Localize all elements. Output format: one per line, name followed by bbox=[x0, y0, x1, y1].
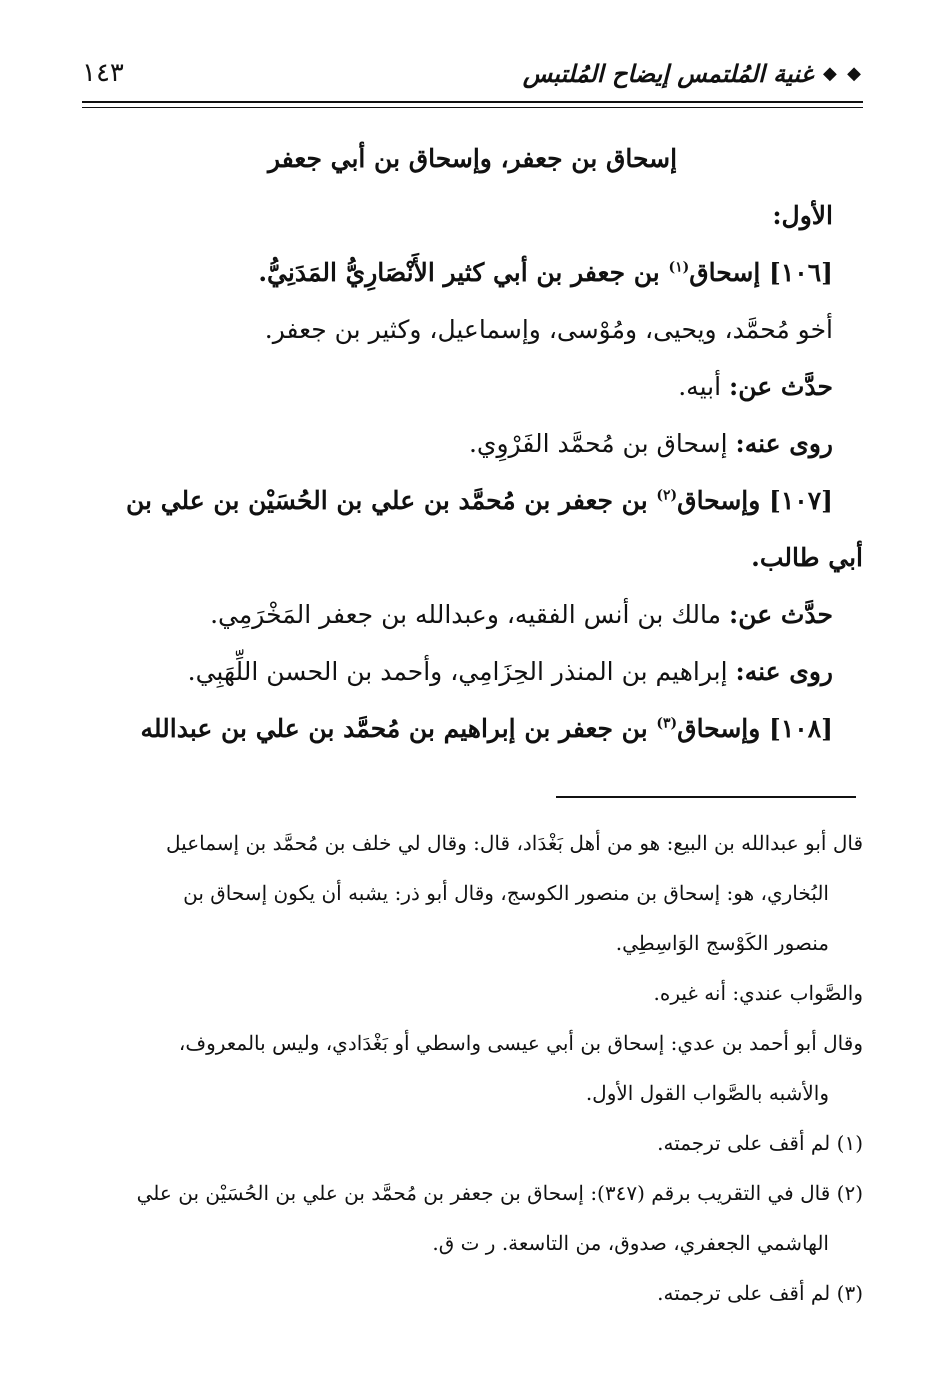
page-number: ١٤٣ bbox=[82, 58, 124, 88]
narrated-by-text: إسحاق بن مُحمَّد الفَرْوِي. bbox=[468, 429, 728, 458]
entry-number: [١٠٨] bbox=[769, 714, 833, 743]
entry-number: [١٠٧] bbox=[769, 486, 833, 515]
footnote-3: (٣) لم أقف على ترجمته. bbox=[657, 1281, 863, 1305]
footnotes bbox=[82, 818, 863, 1318]
narrated-from-label: حدَّث عن: bbox=[729, 600, 833, 629]
footnote-carryover-line: منصور الكَوْسج الوَاسِطِي. bbox=[615, 931, 829, 955]
entry-lineage: بن جعفر بن إبراهيم بن مُحمَّد بن علي بن عبدالله bbox=[140, 714, 648, 743]
first-label: الأول: bbox=[772, 201, 833, 230]
footnote-carryover-line: والأشبه بالصَّواب القول الأول. bbox=[585, 1081, 829, 1105]
narrated-by-label: روى عنه: bbox=[735, 429, 833, 458]
footnote-mark: (٣) bbox=[656, 715, 678, 732]
entry-lineage: بن جعفر بن مُحمَّد بن علي بن الحُسَيْن بن علي بن bbox=[126, 486, 648, 515]
entry-108 bbox=[82, 700, 863, 757]
footnote-carryover-line: والصَّواب عندي: أنه غيره. bbox=[653, 981, 863, 1005]
header-rule-thick bbox=[82, 101, 863, 103]
header-rule-thin bbox=[82, 107, 863, 108]
footnote-mark: (١) bbox=[668, 259, 690, 276]
entry-107-narrated-by bbox=[82, 643, 863, 700]
entry-106-brothers: أخو مُحمَّد، ويحيى، ومُوْسى، وإسماعيل، وكثير بن جعفر. bbox=[264, 315, 833, 344]
footnote-1: (١) لم أقف على ترجمته. bbox=[657, 1131, 863, 1155]
section-heading: إسحاق بن جعفر، وإسحاق بن أبي جعفر bbox=[267, 144, 678, 173]
footnote-2: (٢) قال في التقريب برقم (٣٤٧): إسحاق بن جعفر بن مُحمَّد بن علي بن الحُسَيْن بن علي bbox=[136, 1181, 863, 1205]
narrated-from-label: حدَّث عن: bbox=[729, 372, 833, 401]
entry-name: وإسحاق bbox=[677, 486, 761, 515]
entry-107-narrated-from bbox=[82, 586, 863, 643]
main-text bbox=[82, 130, 863, 757]
footnote-separator bbox=[556, 796, 856, 798]
entry-106-narrated-from bbox=[82, 358, 863, 415]
narrated-from-text: مالك بن أنس الفقيه، وعبدالله بن جعفر المَخْرَمِي. bbox=[210, 600, 722, 629]
page-header bbox=[82, 50, 863, 96]
narrated-by-text: إبراهيم بن المنذر الحِزَامِي، وأحمد بن الحسن اللِّهَبِي. bbox=[187, 657, 728, 686]
book-title: غنية المُلتمس إيضاح المُلتبس bbox=[522, 58, 814, 88]
entry-name: وإسحاق bbox=[677, 714, 761, 743]
footnote-carryover-line: قال أبو عبدالله بن البيع: هو من أهل بَغْدَاد، قال: وقال لي خلف بن مُحمَّد بن إسماعيل bbox=[166, 831, 863, 855]
entry-107-continuation: أبي طالب. bbox=[751, 543, 863, 572]
entry-lineage: بن جعفر بن أبي كثير الأَنْصَارِيُّ المَدَنِيُّ. bbox=[258, 258, 660, 287]
entry-name: إسحاق bbox=[689, 258, 761, 287]
narrated-from-text: أبيه. bbox=[678, 372, 722, 401]
footnote-carryover-line: البُخاري، هو: إسحاق بن منصور الكوسج، وقال أبو ذر: يشبه أن يكون إسحاق بن bbox=[183, 881, 829, 905]
entry-106 bbox=[82, 244, 863, 301]
entry-number: [١٠٦] bbox=[769, 258, 833, 287]
footnote-carryover-line: وقال أبو أحمد بن عدي: إسحاق بن أبي عيسى واسطي أو بَغْدَادي، وليس بالمعروف، bbox=[178, 1031, 863, 1055]
running-title bbox=[523, 59, 863, 88]
diamond-ornament-icon: ◆ ◆ bbox=[823, 62, 863, 84]
entry-107 bbox=[82, 472, 863, 529]
entry-106-narrated-by bbox=[82, 415, 863, 472]
narrated-by-label: روى عنه: bbox=[735, 657, 833, 686]
footnote-mark: (٢) bbox=[656, 487, 678, 504]
footnote-2-continuation: الهاشمي الجعفري، صدوق، من التاسعة. ر ت ق. bbox=[432, 1231, 829, 1255]
